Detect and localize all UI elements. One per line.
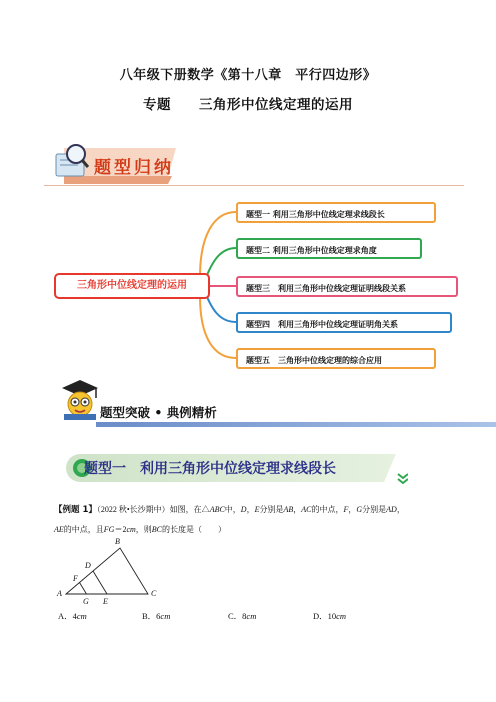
- label-b: B: [115, 537, 120, 546]
- triangle-abc: [66, 548, 148, 594]
- section-header-summary-label: 题型归纳: [94, 158, 174, 178]
- math-fg: FG: [103, 525, 115, 534]
- segment-fg: [80, 583, 87, 595]
- math-g: G: [356, 505, 363, 514]
- option-text: D．10: [313, 611, 337, 621]
- option-unit: cm: [246, 611, 257, 621]
- example-tag: 【例题 1】: [54, 505, 97, 515]
- mindmap-branch-3: 题型三 利用三角形中位线定理证明线段关系: [236, 276, 458, 297]
- example-text: 的长度是（ ）: [162, 525, 227, 534]
- example-text: ，则: [135, 525, 152, 534]
- option-text: C．8: [228, 611, 247, 621]
- subtitle-left: 专题: [143, 97, 171, 113]
- math-e: E: [254, 505, 260, 514]
- math-f: F: [343, 505, 349, 514]
- option-a[interactable]: [58, 610, 87, 622]
- math-ad: AD: [386, 505, 397, 514]
- mindmap-branch-5: 题型五 三角形中位线定理的综合应用: [236, 348, 436, 369]
- math-bc: BC: [151, 525, 163, 534]
- option-unit: cm: [76, 611, 87, 621]
- option-b[interactable]: [142, 610, 170, 622]
- math-ab: AB: [283, 505, 294, 514]
- mindmap-center: 三角形中位线定理的运用: [54, 273, 210, 299]
- mindmap-branch-1: 题型一 利用三角形中位线定理求线段长: [236, 202, 436, 223]
- math-abc: ABC: [209, 505, 225, 514]
- topic-banner-label: 题型一 利用三角形中位线定理求线段长: [84, 461, 336, 477]
- example-text: 的中点，: [311, 505, 344, 514]
- math-ac: AC: [301, 505, 312, 514]
- math-d: D: [240, 505, 247, 514]
- label-e: E: [103, 597, 108, 606]
- example-text: 如图，在△: [169, 505, 210, 514]
- math-ae: AE: [54, 525, 64, 534]
- option-unit: cm: [336, 611, 347, 621]
- mindmap-branch-2: 题型二 利用三角形中位线定理求角度: [236, 238, 422, 259]
- example-text: ＝2: [114, 525, 127, 534]
- example-text: 中，: [224, 505, 241, 514]
- example-text: ，: [396, 505, 405, 514]
- example-text: ，: [293, 505, 302, 514]
- option-text: B．6: [142, 611, 161, 621]
- mindmap-branch-4: 题型四 利用三角形中位线定理证明角关系: [236, 312, 452, 333]
- math-unit: cm: [126, 525, 136, 534]
- option-c[interactable]: [228, 610, 256, 622]
- label-g: G: [83, 597, 89, 606]
- label-c: C: [151, 589, 157, 598]
- example-text: 分别是: [362, 505, 387, 514]
- example-source: （2022 秋•长沙期中）: [96, 505, 170, 514]
- section-header-practice-label: 题型突破 • 典例精析: [100, 405, 217, 420]
- segment-de: [93, 571, 107, 594]
- subtitle-right: 三角形中位线定理的运用: [199, 97, 353, 113]
- example-text: 的中点，且: [63, 525, 104, 534]
- page-title: 八年级下册数学《第十八章 平行四边形》: [119, 68, 377, 83]
- example-text: 分别是: [259, 505, 284, 514]
- example-text: ，: [348, 505, 357, 514]
- option-text: A．4: [58, 611, 77, 621]
- example-text: ，: [246, 505, 255, 514]
- label-a: A: [57, 589, 62, 598]
- label-d: D: [85, 561, 91, 570]
- option-unit: cm: [160, 611, 171, 621]
- label-f: F: [73, 574, 78, 583]
- option-d[interactable]: [313, 610, 346, 622]
